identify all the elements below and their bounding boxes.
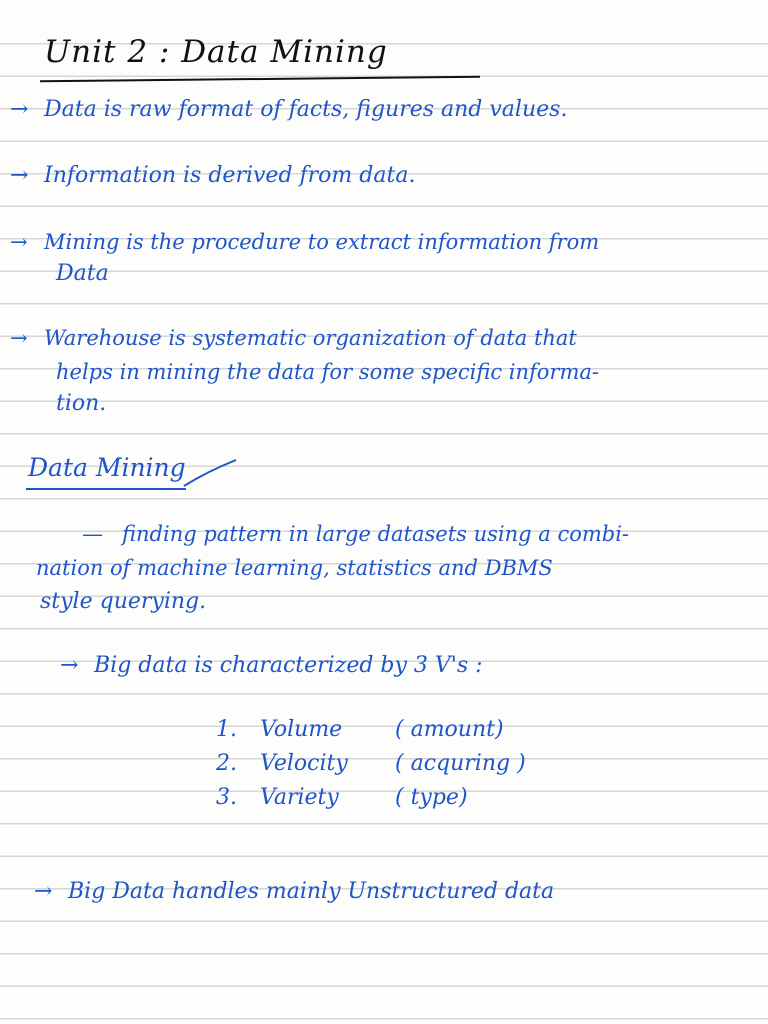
definition-line1 [82, 520, 629, 548]
arrow-icon: → [34, 879, 53, 904]
definition-text: finding pattern in large datasets using a combi- [122, 522, 630, 546]
bullet-mining [10, 228, 599, 256]
heading-flourish [180, 456, 240, 492]
arrow-icon: → [10, 230, 28, 254]
arrow-icon: → [10, 163, 29, 188]
list-number: 1. [216, 717, 237, 742]
bullet-warehouse-line3 [56, 390, 106, 418]
definition-line2 [36, 554, 553, 582]
dash-icon: — [82, 522, 103, 546]
bigdata-intro [60, 652, 483, 680]
arrow-icon: → [60, 653, 79, 678]
v-list-item [216, 784, 468, 812]
page-title: Unit 2 : Data Mining [44, 34, 388, 70]
bullet-data-definition [10, 96, 567, 124]
definition-line3 [40, 588, 206, 616]
list-number: 3. [216, 785, 237, 810]
list-term: Velocity [260, 751, 348, 776]
bigdata-intro-text: Big data is characterized by 3 V's : [94, 653, 483, 678]
arrow-icon: → [10, 97, 29, 122]
bullet-warehouse [10, 324, 577, 352]
bullet-text: helps in mining the data for some specific informa- [56, 360, 600, 384]
v-list-item [216, 716, 504, 744]
bullet-text: Data [56, 261, 109, 286]
list-number: 2. [216, 751, 237, 776]
bullet-text: Information is derived from data. [44, 163, 416, 188]
bullet-text: Warehouse is systematic organization of data that [44, 326, 577, 350]
v-list-item [216, 750, 526, 778]
bullet-text: Big Data handles mainly Unstructured data [68, 879, 555, 904]
list-term: Variety [260, 785, 339, 810]
section-heading: Data Mining [28, 453, 186, 482]
bullet-text: Mining is the procedure to extract information from [44, 230, 600, 254]
list-note: ( amount) [395, 717, 504, 742]
definition-text: nation of machine learning, statistics and DBMS [36, 556, 553, 580]
bullet-information [10, 162, 415, 190]
bullet-mining-continued [56, 260, 109, 288]
list-note: ( type) [395, 785, 468, 810]
bullet-text: Data is raw format of facts, figures and values. [44, 97, 568, 122]
definition-text: style querying. [40, 589, 207, 614]
bullet-text: tion. [56, 391, 107, 416]
list-note: ( acquring ) [395, 751, 526, 776]
bullet-warehouse-line2 [56, 358, 599, 386]
list-term: Volume [260, 717, 343, 742]
bullet-bigdata-unstructured [34, 878, 554, 906]
heading-underline [26, 488, 186, 490]
title-underline [40, 76, 480, 83]
arrow-icon: → [10, 326, 28, 350]
